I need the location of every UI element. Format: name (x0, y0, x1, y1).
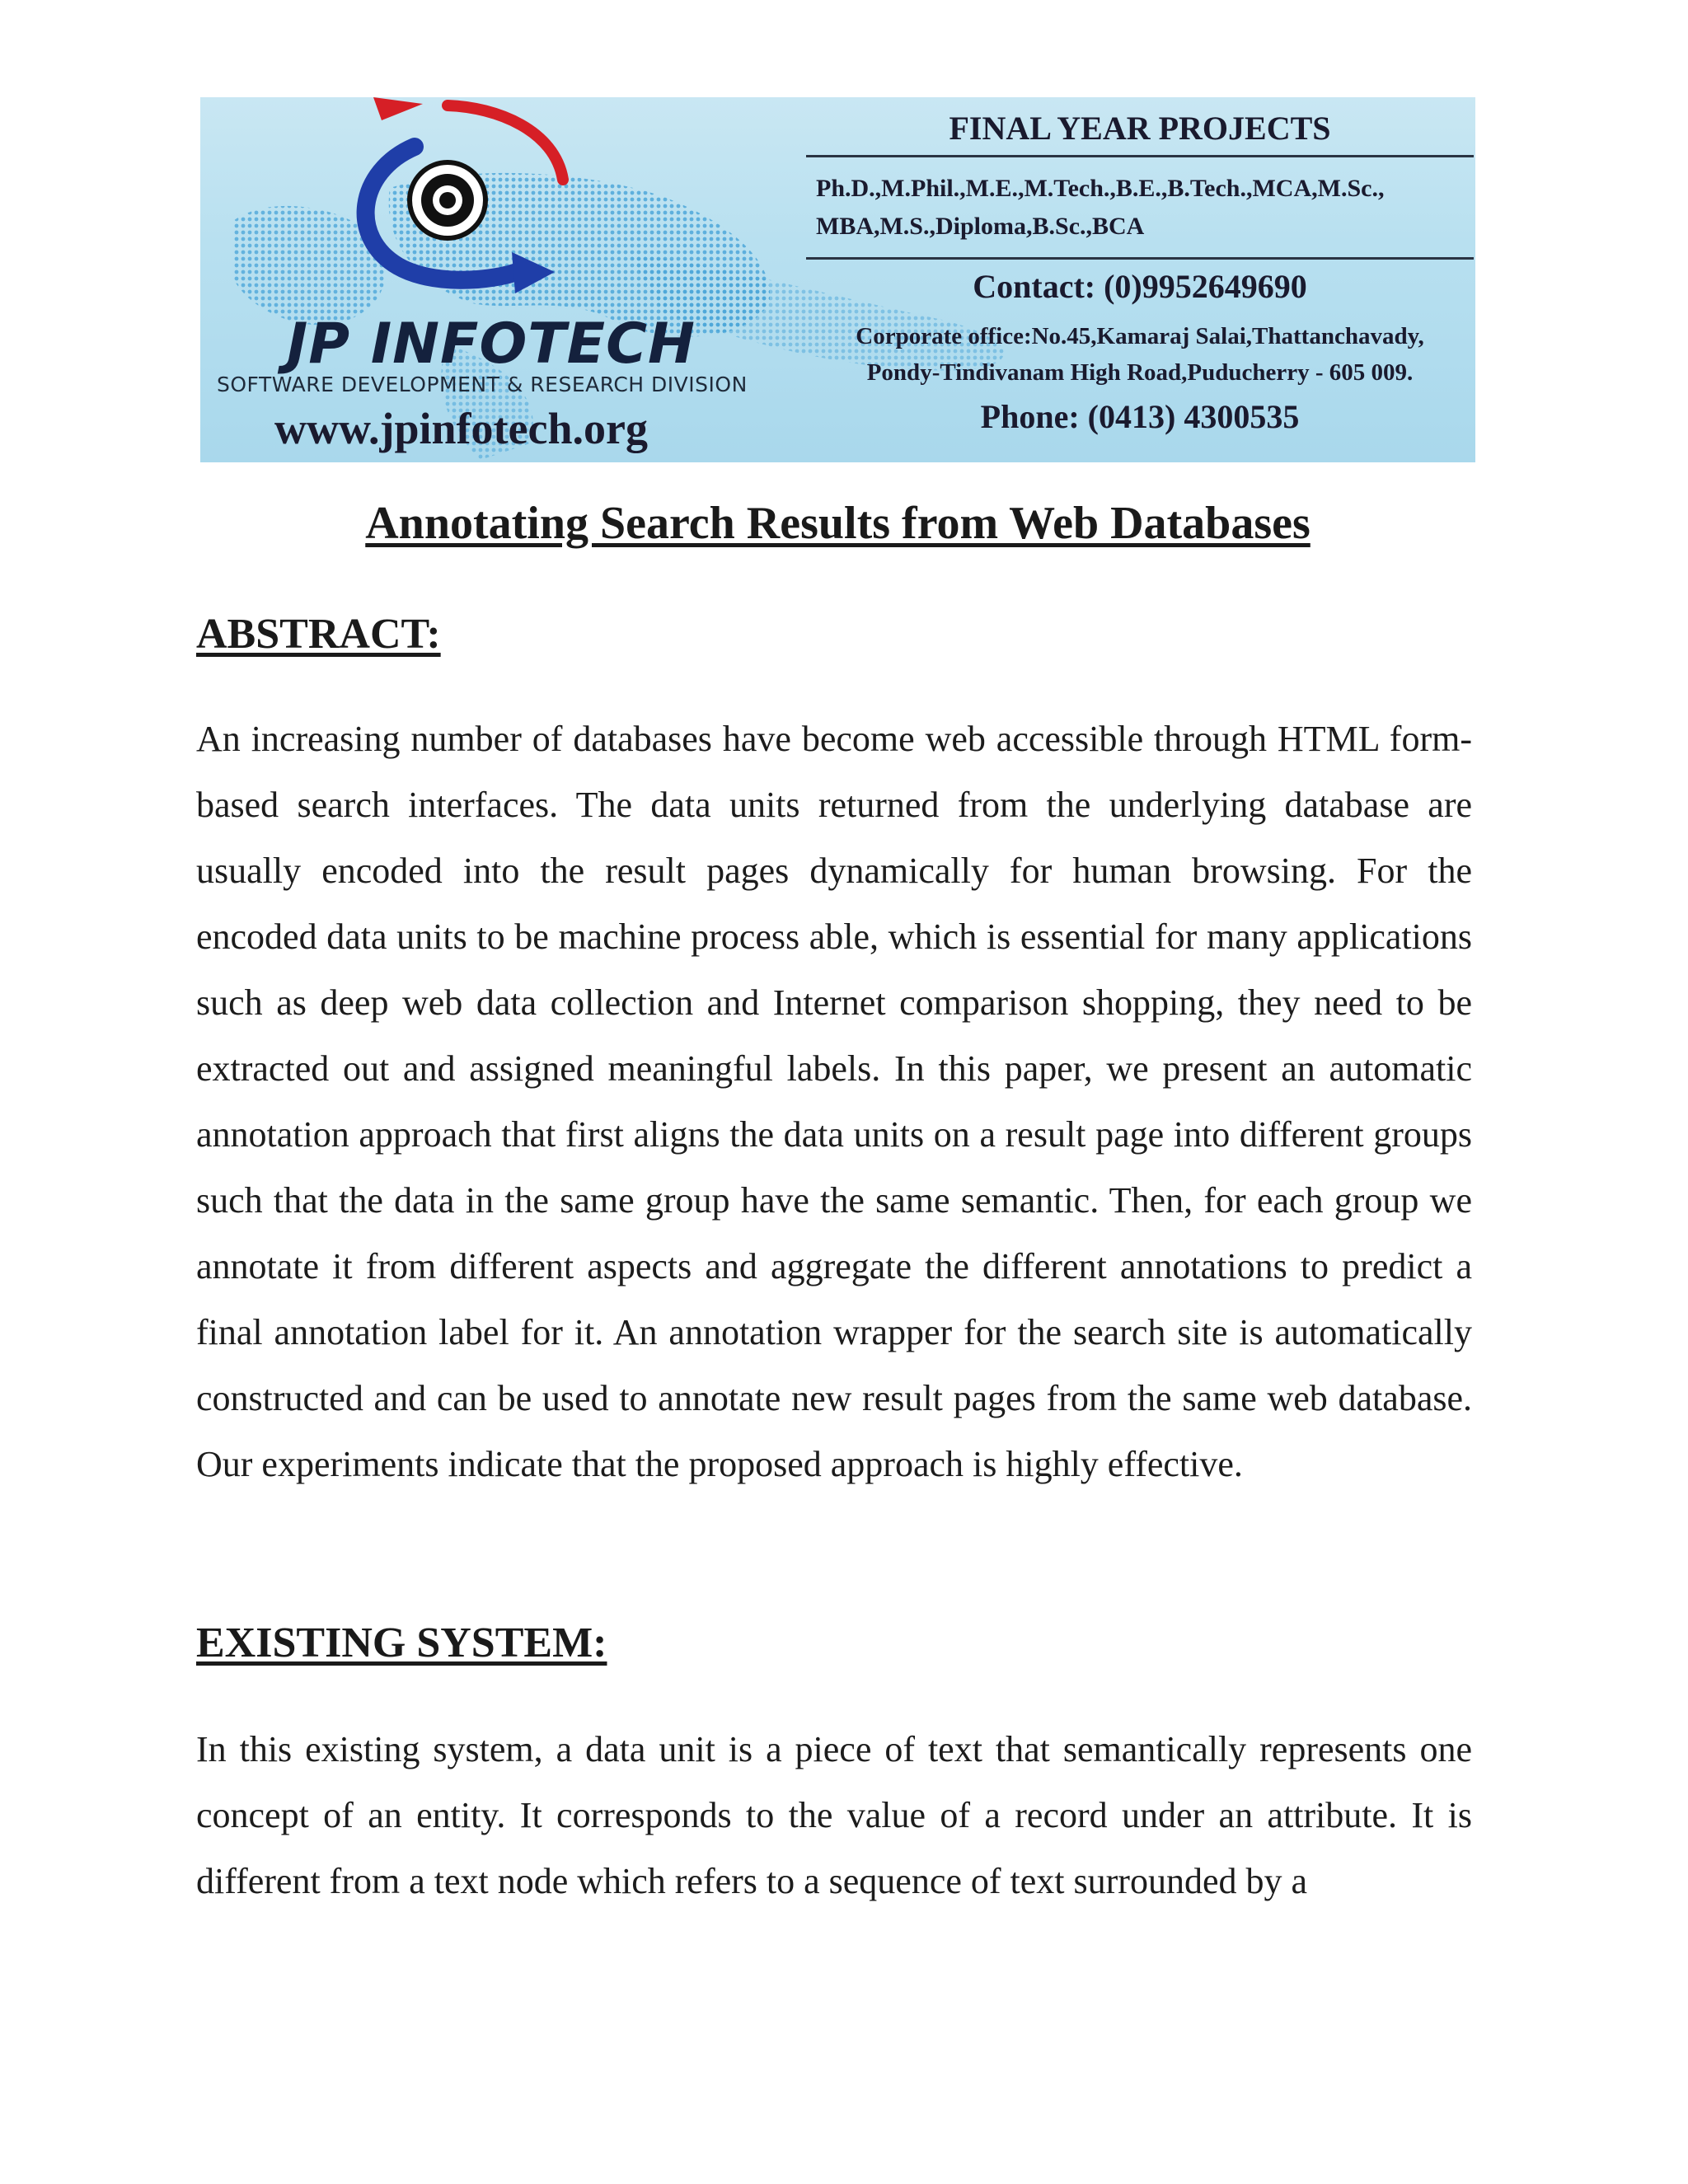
banner-divider (806, 155, 1474, 157)
phone-number: Phone: (0413) 4300535 (980, 398, 1300, 435)
existing-system-paragraph: In this existing system, a data unit is a piece of text that semantically represents one concept of an entity. It corresponds to the value of a record under an attribute. It is different from a text node which refers to a sequence of text surrounded by a (196, 1729, 1472, 1901)
banner-divider (806, 257, 1474, 260)
banner-info-panel (806, 97, 1474, 462)
abstract-paragraph: An increasing number of databases have become web accessible through HTML form-based search interfaces. The data units returned from the underlying database are usually encoded into the result pages dynamically for human browsing. For the encoded data units to be machine process able, which is essential for many applications such as deep web data collection and Internet comparison shopping, they need to be extracted out and assigned meaningful labels. In this paper, we present an automatic annotation approach that first aligns the data units on a result page into different groups such that the data in the same group have the same semantic. Then, for each group we annotate it from different aspects and aggregate the different annotations to predict a final annotation label for it. An annotation wrapper for the search site is automatically constructed and can be used to annotate new result pages from the same web database. Our experiments indicate that the proposed approach is highly effective. (196, 719, 1472, 1484)
qualifications-list (816, 170, 1467, 246)
office-address-line: Corporate office:No.45,Kamaraj Salai,Thattanchavady, (856, 323, 1424, 349)
website-link[interactable]: www.jpinfotech.org (274, 404, 648, 453)
banner-title: FINAL YEAR PROJECTS (949, 110, 1331, 147)
document-title: Annotating Search Results from Web Databases (365, 498, 1311, 549)
header-banner (200, 97, 1475, 462)
abstract-heading: ABSTRACT: (196, 611, 441, 658)
division-tagline: SOFTWARE DEVELOPMENT & RESEARCH DIVISION (217, 373, 748, 396)
contact-number: Contact: (0)9952649690 (973, 268, 1307, 305)
qualifications-line: Ph.D.,M.Phil.,M.E.,M.Tech.,B.E.,B.Tech.,MCA,M.Sc., (816, 175, 1385, 202)
brand-name: JP INFOTECH (287, 312, 696, 377)
existing-system-heading: EXISTING SYSTEM: (196, 1619, 607, 1666)
office-address (806, 318, 1474, 391)
office-address-line: Pondy-Tindivanam High Road,Puducherry - 605 009. (866, 359, 1414, 386)
jp-infotech-logo-icon (324, 97, 588, 312)
qualifications-line: MBA,M.S.,Diploma,B.Sc.,BCA (816, 213, 1145, 240)
